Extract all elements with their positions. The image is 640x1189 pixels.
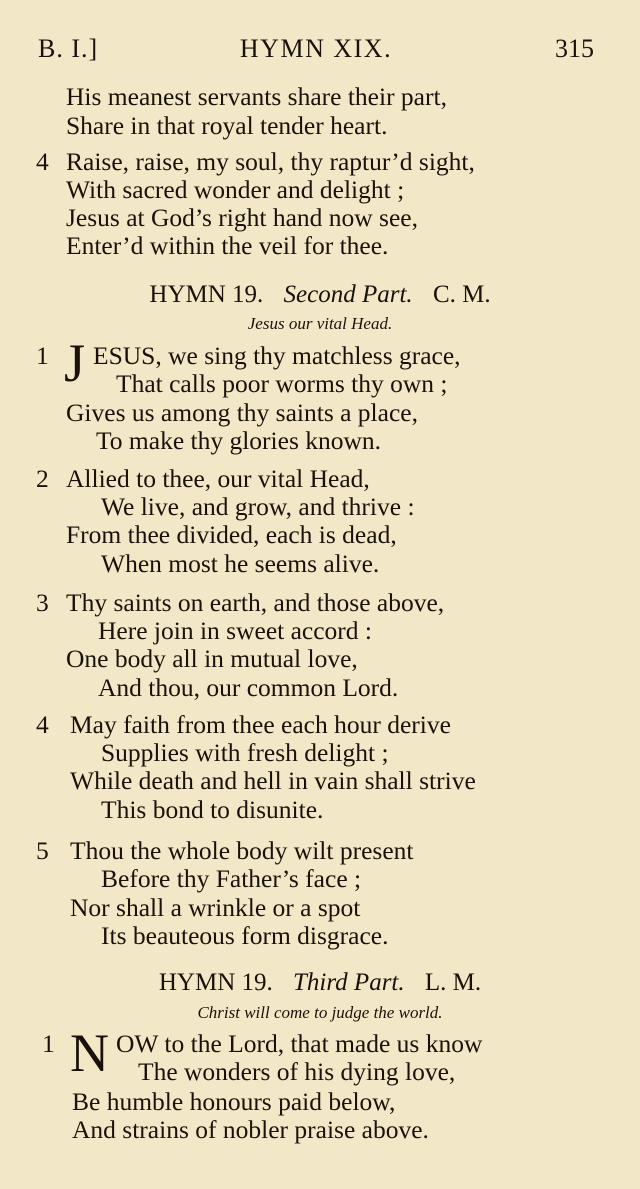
hymn-meter: L. M. [424, 969, 482, 996]
drop-cap: J [64, 333, 86, 393]
verse-line: One body all in mutual love, [66, 644, 358, 673]
verse-line: We live, and grow, and thrive : [101, 492, 415, 521]
stanza-number: 3 [36, 588, 49, 617]
verse-line: ESUS, we sing thy matchless grace, [93, 341, 461, 370]
verse-line: Thou the whole body wilt present [70, 836, 414, 865]
verse-line: To make thy glories known. [96, 426, 382, 455]
hymn-subtitle: Jesus our vital Head. [247, 314, 393, 333]
book-section-label: B. I.] [38, 34, 99, 63]
stanza-number: 2 [36, 464, 49, 493]
verse-line: From thee divided, each is dead, [66, 520, 397, 549]
hymn-meter: C. M. [432, 281, 491, 308]
page-number: 315 [555, 34, 594, 63]
verse-line: Nor shall a wrinkle or a spot [70, 893, 361, 922]
hymn-number: HYMN 19. [158, 969, 273, 996]
verse-line: Allied to thee, our vital Head, [66, 464, 370, 493]
stanza-number: 4 [36, 147, 49, 176]
drop-cap: N [70, 1023, 109, 1083]
stanza-number: 5 [36, 836, 49, 865]
verse-line: Raise, raise, my soul, thy raptur’d sight, [66, 147, 475, 176]
stanza-number: 4 [36, 710, 49, 739]
hymn-title [0, 969, 640, 997]
verse-line: While death and hell in vain shall strive [70, 766, 476, 795]
verse-line: When most he seems alive. [101, 549, 380, 578]
verse-line: Before thy Father’s face ; [101, 864, 362, 893]
verse-line: And thou, our common Lord. [98, 673, 399, 702]
hymn-subtitle: Christ will come to judge the world. [197, 1003, 443, 1022]
verse-line: His meanest servants share their part, [66, 82, 447, 111]
verse-line: Its beauteous form disgrace. [101, 921, 389, 950]
stanza-number: 1 [42, 1029, 55, 1058]
verse-line: With sacred wonder and delight ; [66, 175, 405, 204]
hymn-title [0, 281, 640, 309]
verse-line: That calls poor worms thy own ; [116, 369, 448, 398]
verse-line: OW to the Lord, that made us know [116, 1029, 483, 1058]
verse-line: The wonders of his dying love, [138, 1057, 456, 1086]
verse-line: Thy saints on earth, and those above, [66, 588, 445, 617]
verse-line: Jesus at God’s right hand now see, [66, 203, 418, 232]
verse-line: Supplies with fresh delight ; [101, 738, 389, 767]
verse-line: This bond to disunite. [101, 795, 324, 824]
verse-line: Share in that royal tender heart. [66, 111, 388, 140]
running-header [38, 34, 594, 68]
verse-line: Gives us among thy saints a place, [66, 398, 418, 427]
verse-line: Be humble honours paid below, [72, 1087, 396, 1116]
stanza-number: 1 [36, 341, 49, 370]
hymn-part: Second Part. [283, 281, 413, 308]
hymn-number: HYMN 19. [149, 281, 264, 308]
hymn-part: Third Part. [293, 969, 405, 996]
verse-line: And strains of nobler praise above. [72, 1115, 429, 1144]
verse-line: May faith from thee each hour derive [70, 710, 451, 739]
running-title: HYMN XIX. [239, 34, 393, 63]
verse-line: Here join in sweet accord : [98, 616, 373, 645]
verse-line: Enter’d within the veil for thee. [66, 231, 389, 260]
